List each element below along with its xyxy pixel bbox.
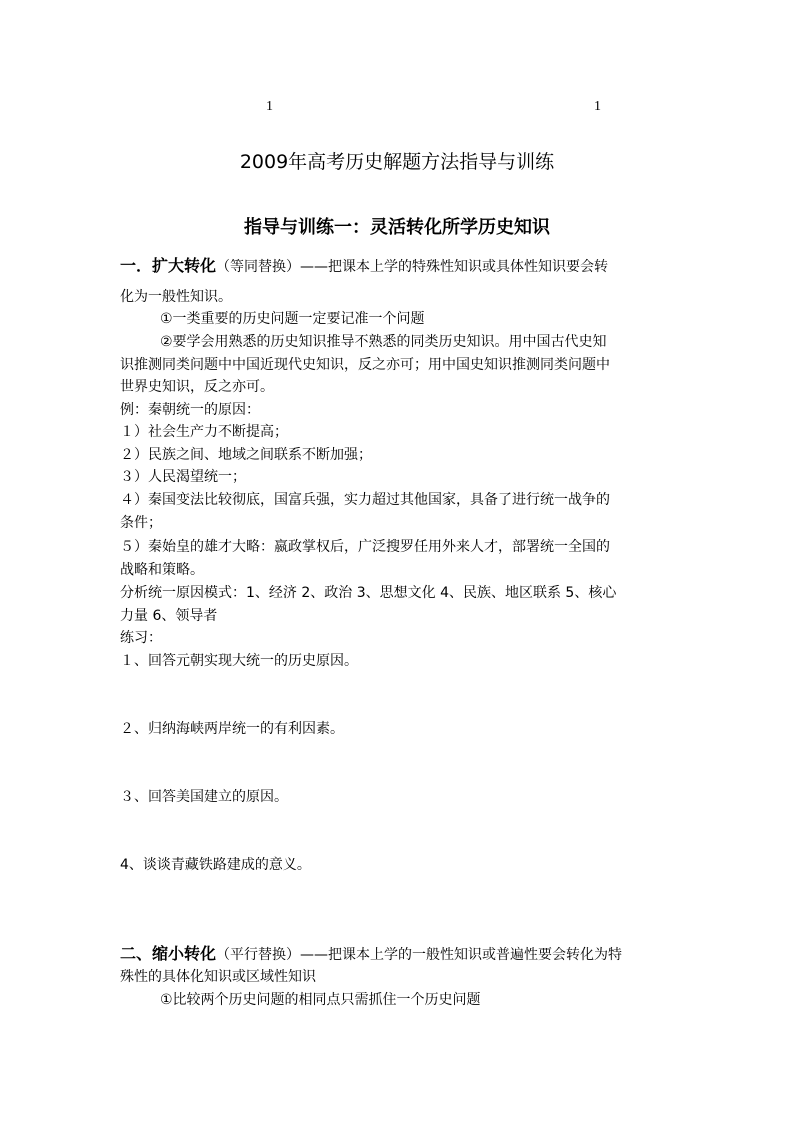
section-2-heading-rest: （平行替换）——把课本上学的一般性知识或普遍性要会转化为特 [216, 947, 623, 963]
reason-item: ３）人民渴望统一； [120, 469, 246, 485]
section-1-heading-bold: 一．扩大转化 [120, 256, 217, 275]
reason-item: ５）秦始皇的雄才大略：嬴政掌权后，广泛搜罗任用外来人才，部署统一全国的 [120, 539, 610, 555]
analysis-model-line-2: 力量 6、领导者 [120, 608, 218, 624]
page-number-right: 1 [594, 99, 601, 114]
exercise-item: ２、归纳海峡两岸统一的有利因素。 [120, 721, 344, 737]
reason-item: １）社会生产力不断提高； [120, 424, 288, 440]
page-number-left: 1 [266, 99, 273, 114]
document-subtitle: 指导与训练一：灵活转化所学历史知识 [244, 217, 550, 238]
section-1-heading [120, 255, 608, 278]
section-1-point-2-line-1: ②要学会用熟悉的历史知识推导不熟悉的同类历史知识。用中国古代史知 [160, 334, 607, 350]
section-1-heading-cont: 化为一般性知识。 [120, 289, 232, 305]
reason-item: ４）秦国变法比较彻底，国富兵强，实力超过其他国家，具备了进行统一战争的 [120, 492, 610, 508]
example-intro: 例：秦朝统一的原因： [120, 402, 260, 418]
exercise-item: １、回答元朝实现大统一的历史原因。 [120, 653, 358, 669]
section-1-point-1: ①一类重要的历史问题一定要记准一个问题 [160, 311, 425, 327]
reason-item: ２）民族之间、地域之间联系不断加强； [120, 447, 372, 463]
document-title: 2009年高考历史解题方法指导与训练 [239, 151, 555, 173]
analysis-model-line-1: 分析统一原因模式：1、经济 2、政治 3、思想文化 4、民族、地区联系 5、核心 [120, 585, 617, 601]
section-1-point-2-line-3: 世界史知识，反之亦可。 [120, 379, 274, 395]
exercise-item: 4、谈谈青藏铁路建成的意义。 [120, 857, 311, 873]
exercise-label: 练习： [120, 630, 162, 646]
section-2-heading [120, 943, 622, 966]
exercise-item: ３、回答美国建立的原因。 [120, 789, 288, 805]
section-1-point-2-line-2: 识推测同类问题中中国近现代史知识，反之亦可；用中国史知识推测同类问题中 [120, 357, 610, 373]
section-2-point-1: ①比较两个历史问题的相同点只需抓住一个历史问题 [160, 992, 481, 1008]
section-2-heading-bold: 二、缩小转化 [120, 944, 217, 963]
section-2-heading-cont: 殊性的具体化知识或区域性知识 [120, 969, 316, 985]
section-1-heading-rest: （等同替换）——把课本上学的特殊性知识或具体性知识要会转 [216, 259, 609, 275]
reason-item: 条件； [120, 515, 162, 531]
reason-item: 战略和策略。 [120, 562, 204, 578]
